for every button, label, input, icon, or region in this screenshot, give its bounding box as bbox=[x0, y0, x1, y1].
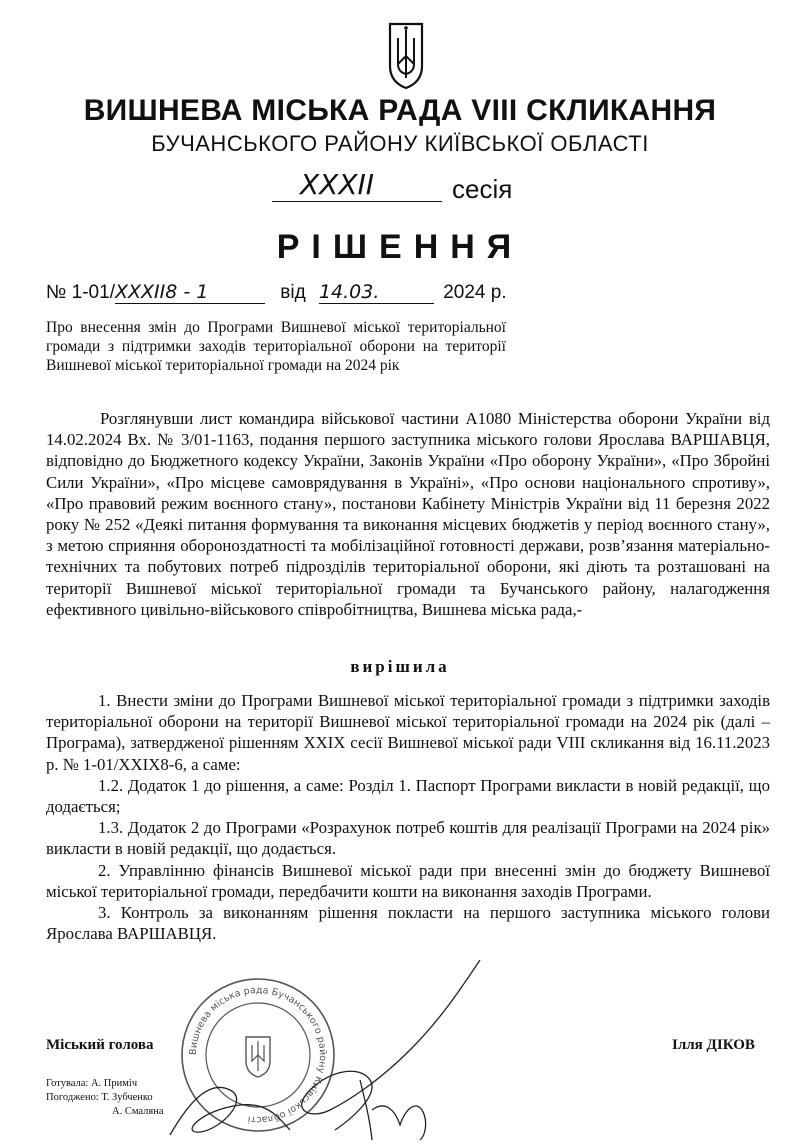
svg-text:Вишнева міська рада Бучанськог: Вишнева міська рада Бучанського району Київської області bbox=[187, 984, 329, 1126]
decision-number-line bbox=[46, 281, 507, 304]
session-number: XXXII bbox=[300, 168, 375, 201]
handwritten-number: XXXII8 - 1 bbox=[115, 281, 265, 304]
list-item: 1.3. Додаток 2 до Програми «Розрахунок потреб коштів для реалізації Програми на 2024 рік» викласти в новій редакції, що додається. bbox=[46, 818, 770, 859]
agreed-by: Погоджено: Т. Зубченко bbox=[46, 1092, 153, 1103]
resolution-items bbox=[46, 690, 770, 944]
coat-of-arms-icon bbox=[386, 20, 426, 90]
agreed-by-2: А. Смаляна bbox=[112, 1106, 164, 1117]
signatory-title: Міський голова bbox=[46, 1037, 154, 1053]
document-type-heading: РІШЕННЯ bbox=[276, 228, 524, 266]
list-item: 3. Контроль за виконанням рішення покласти на першого заступника міського голови Ярослава ВАРШАВЦЯ. bbox=[46, 903, 770, 944]
council-title: ВИШНЕВА МІСЬКА РАДА VIII СКЛИКАННЯ bbox=[83, 94, 717, 127]
preamble-paragraph: Розглянувши лист командира військової частини А1080 Міністерства оборони України від 14.02.2024 Вх. № 3/01-1163, подання першого заступника міського голови Ярослава ВАРШАВЦЯ, відповідно до Бюджетного кодексу України, Законів України «Про оборону України», «Про Збройні Сили України», «Про місцеве самоврядування в Україні», «Про основи національного спротиву», «Про правовий режим воєнного стану», постанови Кабінету Міністрів України від 11 березня 2022 року № 252 «Деякі питання формування та виконання місцевих бюджетів у період воєнного стану», з метою сприяння обороноздатності та мобілізаційної готовності держави, розв’язання матеріально-технічних та побутових потреб підрозділів територіальної оборони, які діють та розташовані на території Вишневої міської територіальної громади та Бучанського району, налагодження ефективного цивільно-військового співробітництва, Вишнева міська рада,- bbox=[46, 409, 770, 619]
signatory-name: Ілля ДІКОВ bbox=[672, 1037, 755, 1053]
district-subtitle: БУЧАНСЬКОГО РАЙОНУ КИЇВСЬКОЇ ОБЛАСТІ bbox=[151, 131, 649, 156]
year-label: 2024 р. bbox=[443, 282, 507, 303]
session-underline bbox=[272, 201, 442, 202]
decision-subject: Про внесення змін до Програми Вишневої міської територіальної громади з підтримки заходів територіальної оборони на території Вишневої міської територіальної громади на 2024 рік bbox=[46, 319, 506, 374]
handwritten-signature bbox=[160, 960, 540, 1144]
number-prefix: № 1-01/ bbox=[46, 282, 115, 303]
list-item: 1.2. Додаток 1 до рішення, а саме: Розділ 1. Паспорт Програми викласти в новій редакції, що додається; bbox=[46, 775, 770, 817]
handwritten-date: 14.03. bbox=[319, 281, 434, 304]
list-item: 1. Внести зміни до Програми Вишневої міської територіальної громади з підтримки заходів територіальної оборони на території Вишневої міської територіальної громади на 2024 рік (далі – Програма), затвердженої рішенням XXIX сесії Вишневої міської ради VIII скликання від 16.11.2023 р. № 1-01/XXIX8-6, а саме: bbox=[46, 691, 770, 774]
resolved-heading: вирішила bbox=[350, 657, 450, 676]
session-label: сесія bbox=[452, 174, 513, 204]
prepared-by: Готувала: А. Приміч bbox=[46, 1078, 138, 1089]
from-label: від bbox=[280, 282, 306, 303]
list-item: 2. Управлінню фінансів Вишневої міської ради при внесенні змін до бюджету Вишневої міської територіальної громади, передбачити кошти на виконання заходів Програми. bbox=[46, 860, 770, 901]
